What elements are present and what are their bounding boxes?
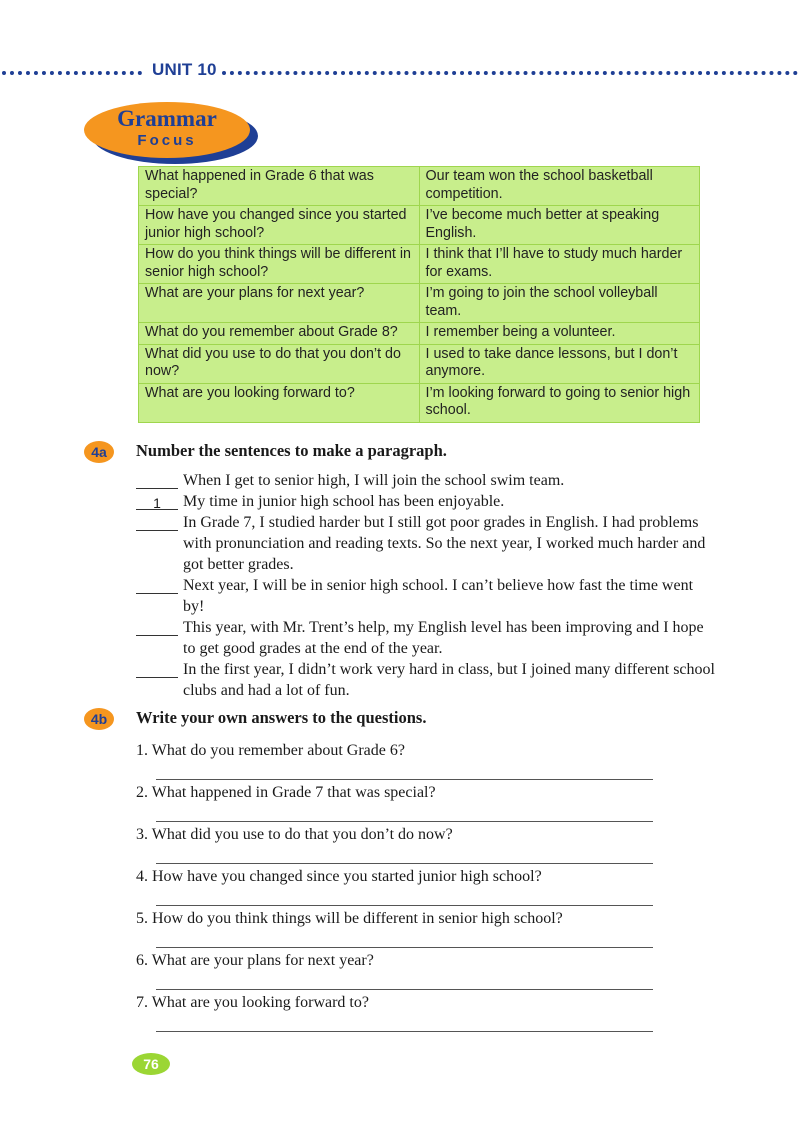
table-cell-question: How have you changed since you started junior high school? bbox=[139, 206, 420, 245]
table-cell-question: What did you use to do that you don’t do now? bbox=[139, 344, 420, 383]
question-text: 6. What are your plans for next year? bbox=[136, 952, 374, 969]
sentence-text: Next year, I will be in senior high school. I can’t believe how fast the time went by! bbox=[183, 577, 694, 615]
table-row bbox=[139, 323, 700, 345]
table-cell-answer: I think that I’ll have to study much harder for exams. bbox=[419, 245, 700, 284]
table-cell-question: What are your plans for next year? bbox=[139, 284, 420, 323]
table-cell-answer: I remember being a volunteer. bbox=[419, 323, 700, 345]
table-cell-answer: I’m looking forward to going to senior high school. bbox=[419, 383, 700, 422]
grammar-table bbox=[138, 166, 700, 423]
sentence-text: When I get to senior high, I will join the school swim team. bbox=[183, 472, 565, 489]
question-text: 1. What do you remember about Grade 6? bbox=[136, 742, 405, 759]
grammar-focus-badge bbox=[84, 102, 260, 166]
number-blank[interactable]: 1 bbox=[136, 493, 178, 510]
grammar-focus-subtitle: Focus bbox=[137, 132, 197, 149]
table-cell-question: What are you looking forward to? bbox=[139, 383, 420, 422]
number-blank[interactable] bbox=[136, 661, 178, 678]
question-item bbox=[136, 824, 696, 866]
exercise-4b-badge: 4b bbox=[84, 708, 114, 730]
sentence-text: This year, with Mr. Trent’s help, my English level has been improving and I hope to get good grades at the end of the year. bbox=[183, 619, 704, 657]
question-item bbox=[136, 908, 696, 950]
table-cell-question: What happened in Grade 6 that was special? bbox=[139, 167, 420, 206]
paragraph-ordering-list bbox=[136, 470, 716, 701]
sentence-text: In Grade 7, I studied harder but I still got poor grades in English. I had problems with pronunciation and reading texts. So the next year, I worked much harder and got better grades. bbox=[183, 514, 706, 573]
question-item bbox=[136, 782, 696, 824]
answer-line[interactable] bbox=[156, 905, 653, 906]
sentence-text: My time in junior high school has been enjoyable. bbox=[183, 493, 505, 510]
question-item bbox=[136, 740, 696, 782]
list-item bbox=[136, 575, 716, 617]
answer-line[interactable] bbox=[156, 989, 653, 990]
list-item bbox=[136, 491, 716, 512]
question-text: 2. What happened in Grade 7 that was special? bbox=[136, 784, 436, 801]
answer-line[interactable] bbox=[156, 779, 653, 780]
number-blank[interactable] bbox=[136, 577, 178, 594]
unit-title: UNIT 10 bbox=[152, 60, 217, 79]
sentence-text: In the first year, I didn’t work very hard in class, but I joined many different school clubs and had a lot of fun. bbox=[183, 661, 715, 699]
exercise-4a-badge: 4a bbox=[84, 441, 114, 463]
exercise-4b-instruction: Write your own answers to the questions. bbox=[136, 708, 427, 727]
question-text: 3. What did you use to do that you don’t do now? bbox=[136, 826, 453, 843]
answer-line[interactable] bbox=[156, 1031, 653, 1032]
answer-line[interactable] bbox=[156, 947, 653, 948]
number-blank[interactable] bbox=[136, 472, 178, 489]
dotted-rule-left bbox=[2, 71, 142, 75]
table-row bbox=[139, 167, 700, 206]
number-blank[interactable] bbox=[136, 619, 178, 636]
unit-header bbox=[0, 60, 800, 84]
question-text: 5. How do you think things will be different in senior high school? bbox=[136, 910, 563, 927]
question-list bbox=[136, 740, 696, 1034]
answer-line[interactable] bbox=[156, 863, 653, 864]
question-item bbox=[136, 950, 696, 992]
list-item bbox=[136, 659, 716, 701]
table-cell-answer: Our team won the school basketball competition. bbox=[419, 167, 700, 206]
exercise-4a-instruction: Number the sentences to make a paragraph. bbox=[136, 441, 447, 460]
dotted-rule-right bbox=[222, 71, 798, 75]
table-cell-answer: I’ve become much better at speaking English. bbox=[419, 206, 700, 245]
table-cell-answer: I used to take dance lessons, but I don’t anymore. bbox=[419, 344, 700, 383]
table-row bbox=[139, 344, 700, 383]
answer-line[interactable] bbox=[156, 821, 653, 822]
list-item bbox=[136, 617, 716, 659]
number-blank[interactable] bbox=[136, 514, 178, 531]
grammar-focus-title: Grammar bbox=[117, 106, 217, 131]
table-row bbox=[139, 245, 700, 284]
table-cell-question: What do you remember about Grade 8? bbox=[139, 323, 420, 345]
table-row bbox=[139, 206, 700, 245]
table-row bbox=[139, 284, 700, 323]
question-item bbox=[136, 992, 696, 1034]
list-item bbox=[136, 512, 716, 575]
list-item bbox=[136, 470, 716, 491]
page-number: 76 bbox=[132, 1053, 170, 1075]
question-text: 4. How have you changed since you started junior high school? bbox=[136, 868, 542, 885]
table-row bbox=[139, 383, 700, 422]
question-text: 7. What are you looking forward to? bbox=[136, 994, 369, 1011]
question-item bbox=[136, 866, 696, 908]
table-cell-question: How do you think things will be different in senior high school? bbox=[139, 245, 420, 284]
table-cell-answer: I’m going to join the school volleyball team. bbox=[419, 284, 700, 323]
